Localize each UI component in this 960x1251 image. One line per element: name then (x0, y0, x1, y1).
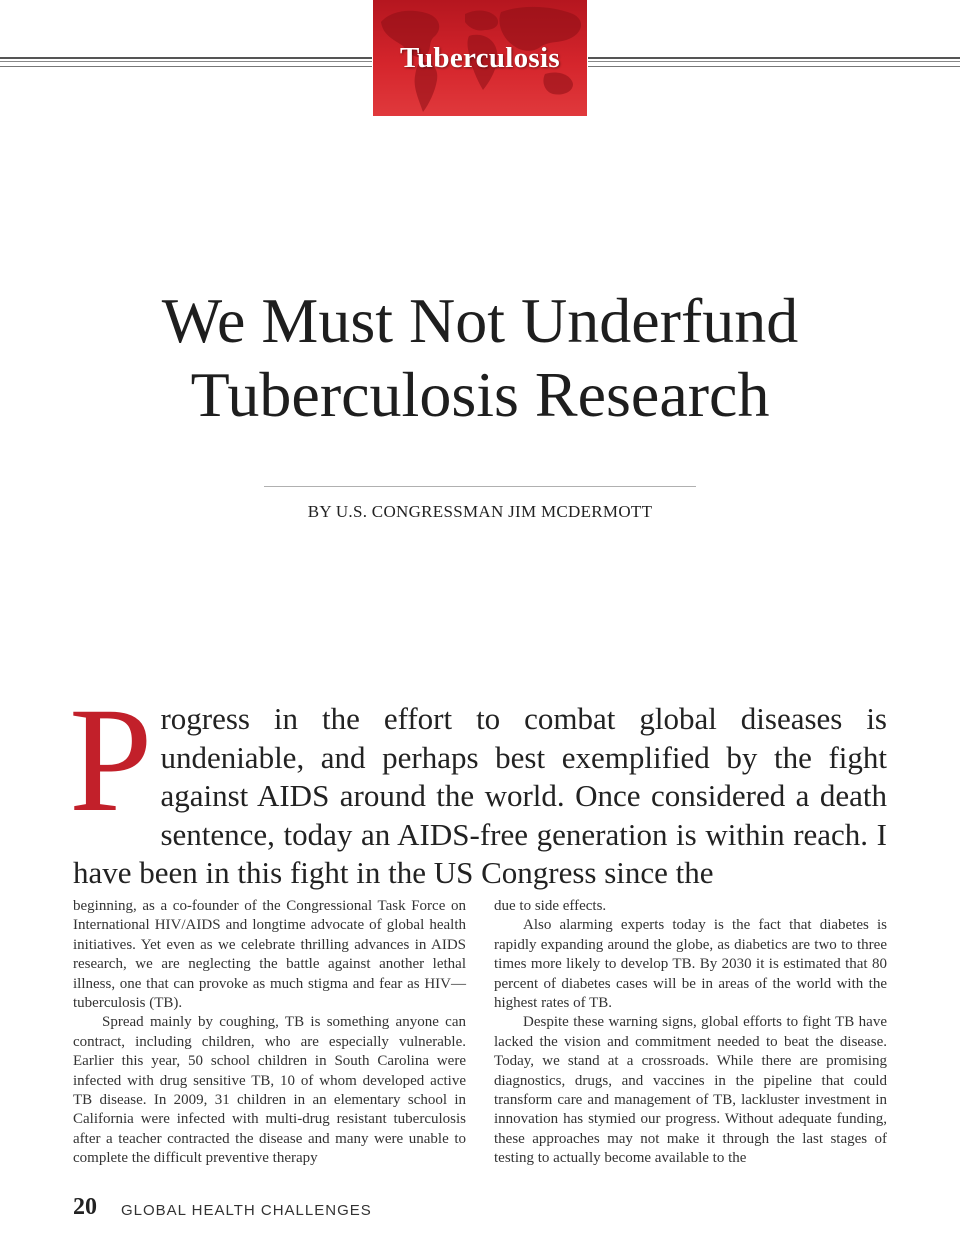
body-paragraph: Spread mainly by coughing, TB is something anyone can contract, including children, who are especially vulnerable. Earlier this year, 50 school children in South Carolina were infected with drug sensitive TB, 10 of whom developed active TB disease. In 2009, 31 children in an elementary school in California were infected with multi-drug resistant tuberculosis after a teacher contracted the disease and many were unable to complete the difficult preventive therapy (73, 1014, 466, 1167)
section-banner (373, 0, 587, 116)
article-title (60, 284, 900, 432)
body-paragraph: Also alarming experts today is the fact that diabetes is rapidly expanding around the globe, as diabetics are two to three times more likely to develop TB. By 2030 it is estimated that 80 percent of diabetes cases will be in areas of the world with the highest rates of TB. (494, 917, 887, 1012)
body-column-left (73, 897, 466, 1169)
publication-name: GLOBAL HEALTH CHALLENGES (121, 1202, 372, 1219)
body-paragraph: beginning, as a co-founder of the Congressional Task Force on International HIV/AIDS and longtime advocate of global health initiatives. Yet even as we celebrate thrilling advances in AIDS research, we are neglecting the battle against another lethal illness, one that can provoke as much stigma and fear as HIV—tuberculosis (TB). (73, 898, 466, 1012)
header-rule-right (588, 57, 960, 67)
title-line-1: We Must Not Underfund (161, 285, 799, 356)
lead-paragraph (69, 677, 887, 893)
header-rule-left (0, 57, 372, 67)
title-divider (264, 486, 696, 487)
body-paragraph: Despite these warning signs, global efforts to fight TB have lacked the vision and commitment needed to beat the disease. Today, we stand at a crossroads. While there are promising diagnostics, drugs, and vaccines in the pipeline that could transform care and management of TB, lackluster investment in innovation has stymied our progress. Without adequate funding, these approaches may not make it through the last stages of testing to actually become available to the (494, 1014, 887, 1167)
section-label: Tuberculosis (400, 42, 560, 74)
body-paragraph: due to side effects. (494, 898, 607, 914)
body-column-right (494, 897, 887, 1169)
lead-text: rogress in the effort to combat global diseases is undeniable, and perhaps best exemplified by the fight against AIDS around the world. Once considered a death sentence, today an AIDS-free generation is within reach. I have been in this fight in the US Congress since the (73, 701, 887, 891)
byline: BY U.S. CONGRESSMAN JIM MCDERMOTT (307, 502, 653, 521)
page-number: 20 (73, 1194, 97, 1220)
drop-cap: P (69, 677, 153, 843)
title-line-2: Tuberculosis Research (190, 359, 770, 430)
